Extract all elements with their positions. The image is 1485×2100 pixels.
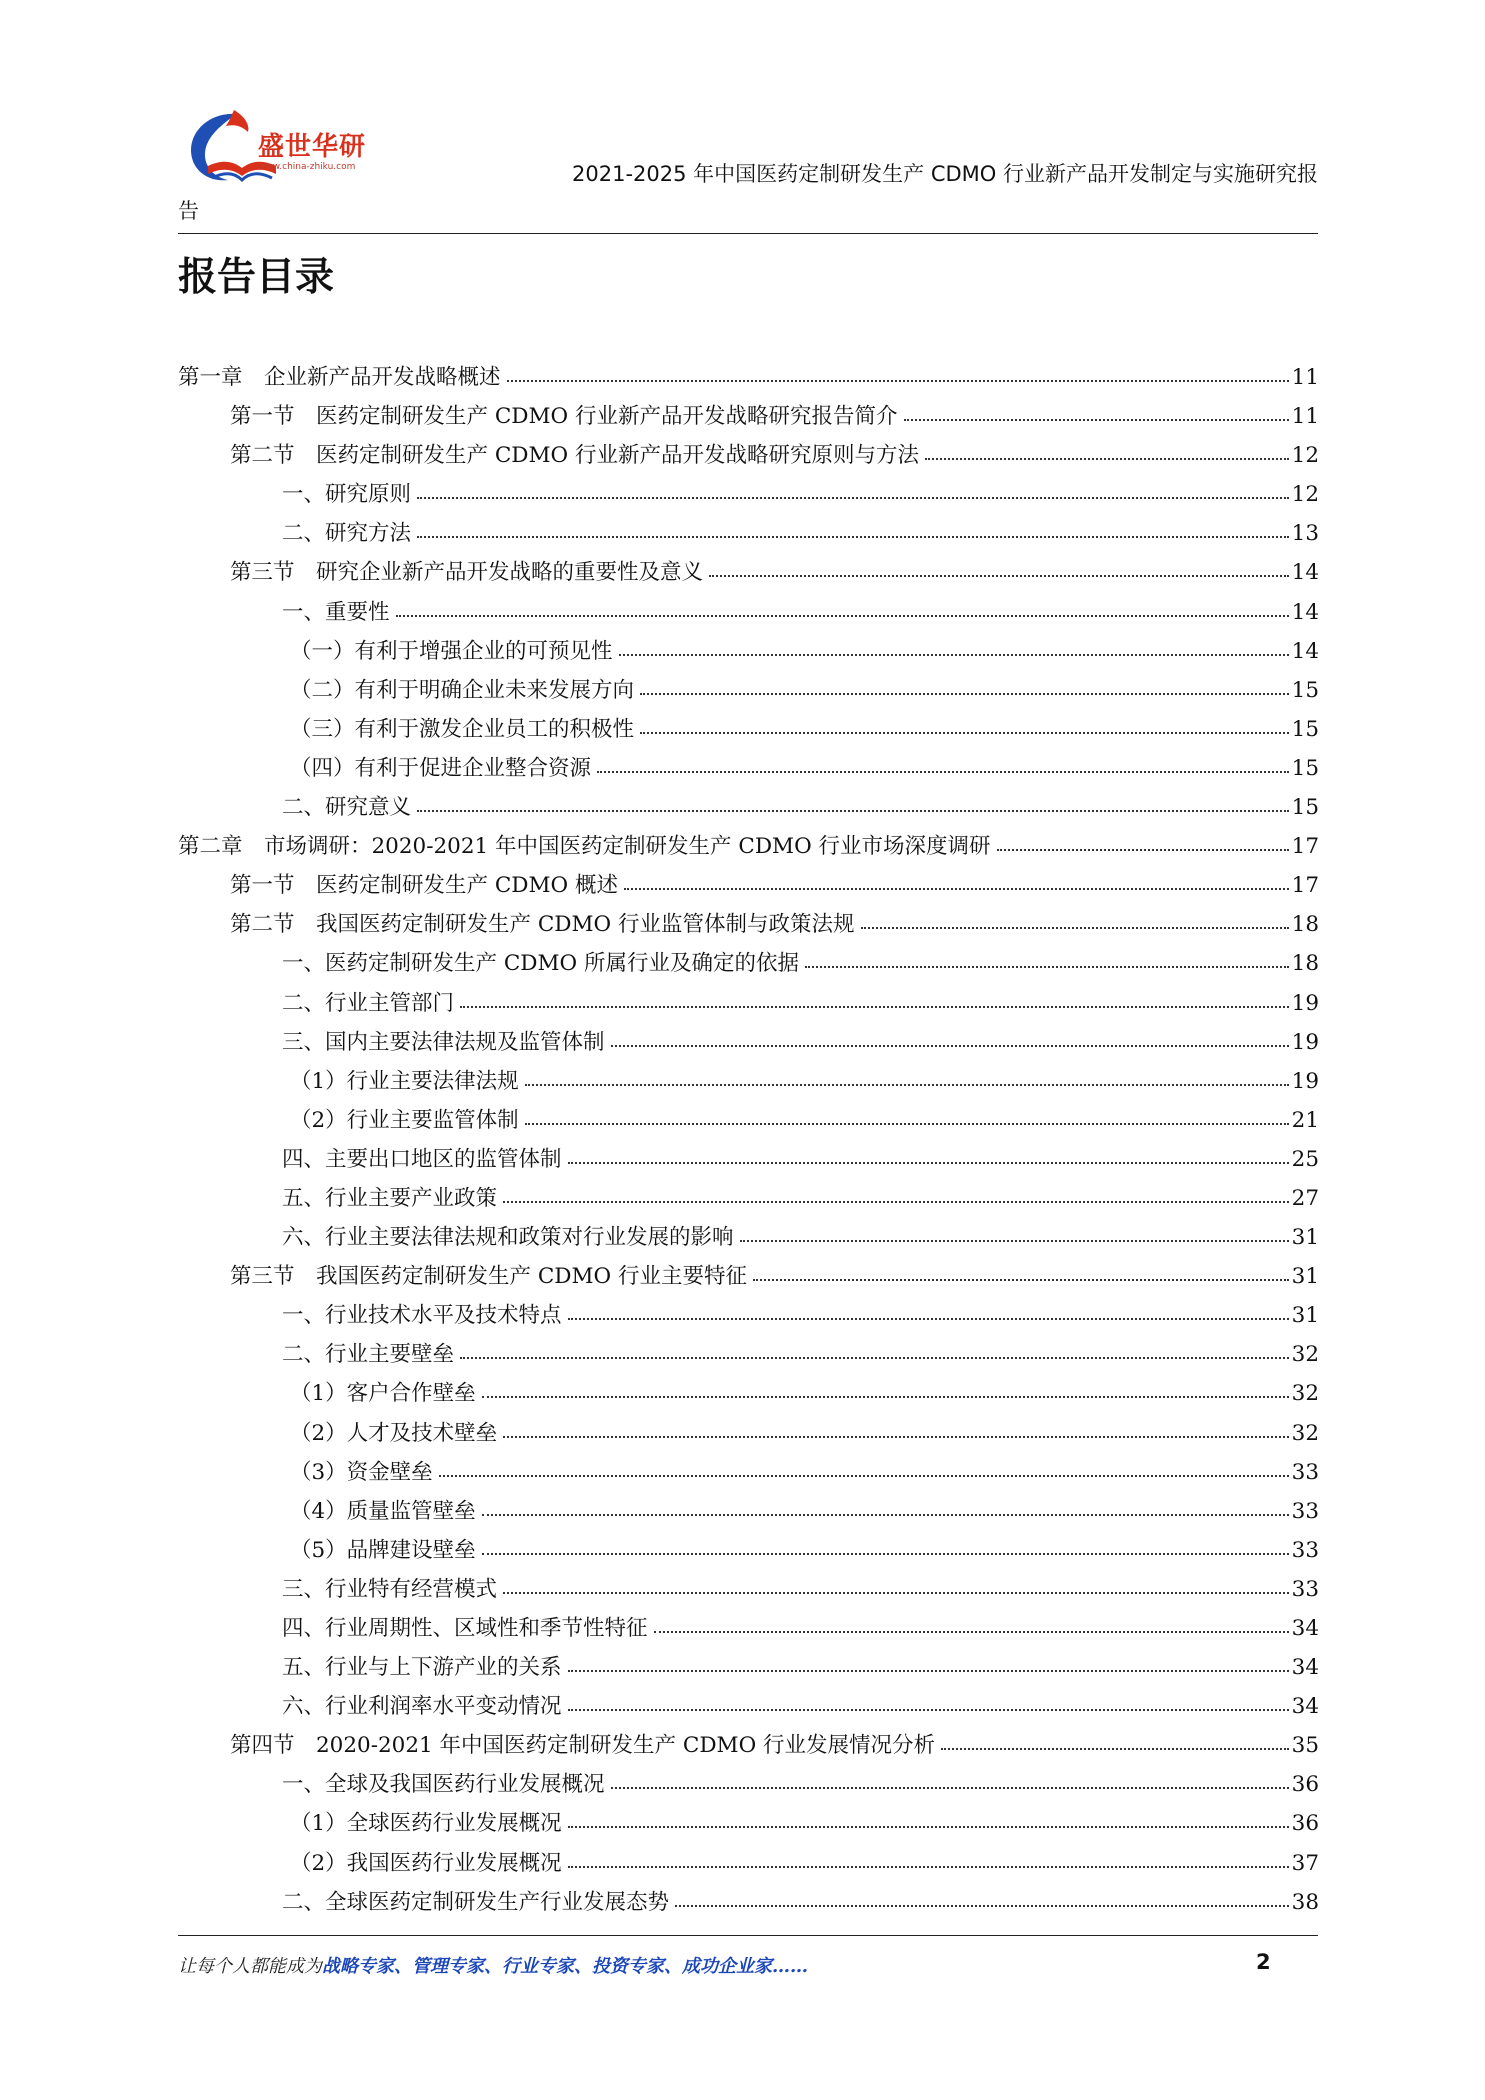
- page-number: 2: [1256, 1950, 1271, 1974]
- toc-entry-title: 五、行业与上下游产业的关系: [282, 1655, 562, 1681]
- toc-entry-page: 21: [1291, 1107, 1319, 1133]
- toc-leader-dots: [460, 1357, 1289, 1359]
- toc-entry[interactable]: [178, 1492, 1319, 1531]
- toc-entry-page: 35: [1291, 1733, 1319, 1759]
- toc-entry[interactable]: [178, 905, 1319, 944]
- toc-entry-title: 五、行业主要产业政策: [282, 1185, 498, 1211]
- toc-entry-page: 36: [1291, 1811, 1319, 1837]
- toc-entry-page: 17: [1291, 873, 1319, 899]
- toc-entry-title: 第二节 医药定制研发生产 CDMO 行业新产品开发战略研究原则与方法: [230, 443, 920, 469]
- toc-leader-dots: [805, 966, 1289, 968]
- toc-entry-page: 18: [1291, 912, 1319, 938]
- toc-leader-dots: [525, 1084, 1289, 1086]
- toc-entry[interactable]: [178, 553, 1319, 592]
- toc-entry-page: 38: [1291, 1889, 1319, 1915]
- toc-entry-page: 31: [1291, 1225, 1319, 1251]
- toc-leader-dots: [597, 771, 1289, 773]
- toc-entry-page: 15: [1291, 716, 1319, 742]
- table-of-contents: [178, 358, 1319, 1922]
- toc-leader-dots: [675, 1905, 1289, 1907]
- header-divider: [178, 233, 1318, 234]
- toc-entry-title: 二、行业主要壁垒: [282, 1342, 455, 1368]
- toc-entry[interactable]: [178, 671, 1319, 710]
- toc-leader-dots: [460, 1006, 1289, 1008]
- toc-entry-title: （4）质量监管壁垒: [290, 1498, 476, 1524]
- toc-entry-title: 六、行业主要法律法规和政策对行业发展的影响: [282, 1225, 734, 1251]
- toc-entry[interactable]: [178, 1296, 1319, 1335]
- report-title-continuation: 告: [178, 199, 199, 223]
- toc-leader-dots: [904, 419, 1289, 421]
- toc-leader-dots: [941, 1748, 1289, 1750]
- toc-entry-page: 12: [1291, 443, 1319, 469]
- toc-entry[interactable]: [178, 1335, 1319, 1374]
- logo-url: www.china-zhiku.com: [258, 162, 356, 172]
- toc-entry-title: （1）客户合作壁垒: [290, 1381, 476, 1407]
- toc-entry[interactable]: [178, 1023, 1319, 1062]
- toc-entry-page: 25: [1291, 1146, 1319, 1172]
- toc-entry-title: 二、行业主管部门: [282, 990, 455, 1016]
- toc-entry-title: （一）有利于增强企业的可预见性: [290, 638, 613, 664]
- toc-leader-dots: [740, 1240, 1289, 1242]
- toc-entry-title: 第一节 医药定制研发生产 CDMO 概述: [230, 873, 618, 899]
- logo-text: 盛世华研: [258, 132, 367, 162]
- toc-entry-page: 33: [1291, 1498, 1319, 1524]
- toc-leader-dots: [654, 1631, 1289, 1633]
- toc-entry[interactable]: [178, 1531, 1319, 1570]
- toc-leader-dots: [439, 1475, 1289, 1477]
- toc-leader-dots: [640, 732, 1289, 734]
- footer-slogan-prefix: 让每个人都能成为: [178, 1956, 322, 1977]
- report-title: 2021-2025 年中国医药定制研发生产 CDMO 行业新产品开发制定与实施研究报: [572, 162, 1318, 186]
- toc-entry-title: 三、国内主要法律法规及监管体制: [282, 1029, 605, 1055]
- toc-entry-title: 一、全球及我国医药行业发展概况: [282, 1772, 605, 1798]
- toc-leader-dots: [417, 536, 1289, 538]
- toc-entry[interactable]: [178, 1179, 1319, 1218]
- toc-leader-dots: [611, 1787, 1289, 1789]
- toc-entry[interactable]: [178, 1844, 1319, 1883]
- toc-entry[interactable]: [178, 1374, 1319, 1413]
- toc-entry-title: 一、研究原则: [282, 482, 412, 508]
- toc-leader-dots: [709, 575, 1289, 577]
- toc-entry[interactable]: [178, 1218, 1319, 1257]
- toc-leader-dots: [611, 1045, 1289, 1047]
- toc-entry-title: 第一节 医药定制研发生产 CDMO 行业新产品开发战略研究报告简介: [230, 404, 898, 430]
- toc-leader-dots: [417, 810, 1289, 812]
- toc-leader-dots: [568, 1162, 1289, 1164]
- toc-entry-title: 二、研究方法: [282, 521, 412, 547]
- toc-leader-dots: [568, 1670, 1289, 1672]
- toc-leader-dots: [568, 1318, 1289, 1320]
- toc-entry-page: 14: [1291, 599, 1319, 625]
- toc-entry-page: 17: [1291, 834, 1319, 860]
- toc-leader-dots: [507, 380, 1289, 382]
- toc-entry-page: 19: [1291, 990, 1319, 1016]
- toc-entry[interactable]: [178, 436, 1319, 475]
- toc-entry-page: 31: [1291, 1303, 1319, 1329]
- toc-entry[interactable]: [178, 593, 1319, 632]
- toc-entry-page: 34: [1291, 1655, 1319, 1681]
- toc-entry-page: 19: [1291, 1029, 1319, 1055]
- toc-entry-title: （1）行业主要法律法规: [290, 1068, 519, 1094]
- toc-entry-page: 32: [1291, 1342, 1319, 1368]
- toc-entry[interactable]: [178, 1609, 1319, 1648]
- toc-entry-page: 18: [1291, 951, 1319, 977]
- toc-entry[interactable]: [178, 1804, 1319, 1843]
- toc-entry-page: 37: [1291, 1850, 1319, 1876]
- toc-leader-dots: [925, 458, 1289, 460]
- toc-entry[interactable]: [178, 397, 1319, 436]
- toc-entry-page: 14: [1291, 560, 1319, 586]
- toc-heading: 报告目录: [178, 255, 335, 300]
- toc-entry[interactable]: [178, 358, 1319, 397]
- toc-entry-title: 第三节 研究企业新产品开发战略的重要性及意义: [230, 560, 704, 586]
- footer-divider: [178, 1935, 1318, 1936]
- toc-leader-dots: [568, 1826, 1289, 1828]
- toc-entry-title: （5）品牌建设壁垒: [290, 1537, 476, 1563]
- toc-entry[interactable]: [178, 984, 1319, 1023]
- toc-leader-dots: [753, 1279, 1289, 1281]
- toc-entry-title: 二、全球医药定制研发生产行业发展态势: [282, 1889, 670, 1915]
- toc-entry-page: 15: [1291, 755, 1319, 781]
- toc-entry[interactable]: [178, 866, 1319, 905]
- toc-entry[interactable]: [178, 1414, 1319, 1453]
- toc-entry-title: 三、行业特有经营模式: [282, 1576, 498, 1602]
- toc-entry-page: 19: [1291, 1068, 1319, 1094]
- toc-entry[interactable]: [178, 1101, 1319, 1140]
- toc-entry-title: （2）行业主要监管体制: [290, 1107, 519, 1133]
- toc-entry-page: 15: [1291, 795, 1319, 821]
- toc-leader-dots: [396, 615, 1289, 617]
- toc-entry-page: 32: [1291, 1381, 1319, 1407]
- toc-leader-dots: [568, 1709, 1289, 1711]
- toc-entry-title: 第一章 企业新产品开发战略概述: [178, 365, 501, 390]
- toc-entry-page: 33: [1291, 1537, 1319, 1563]
- toc-entry[interactable]: [178, 475, 1319, 514]
- toc-leader-dots: [640, 693, 1289, 695]
- toc-entry-page: 32: [1291, 1420, 1319, 1446]
- toc-entry[interactable]: [178, 1687, 1319, 1726]
- toc-entry-page: 33: [1291, 1576, 1319, 1602]
- toc-entry-page: 13: [1291, 521, 1319, 547]
- toc-leader-dots: [503, 1436, 1288, 1438]
- toc-leader-dots: [997, 849, 1289, 851]
- toc-entry[interactable]: [178, 514, 1319, 553]
- toc-entry[interactable]: [178, 710, 1319, 749]
- toc-entry-title: 四、行业周期性、区域性和季节性特征: [282, 1616, 648, 1641]
- toc-entry-title: （2）我国医药行业发展概况: [290, 1850, 562, 1876]
- toc-entry-title: 第二章 市场调研：2020-2021 年中国医药定制研发生产 CDMO 行业市场深度调研: [178, 834, 991, 860]
- toc-entry[interactable]: [178, 1726, 1319, 1765]
- toc-leader-dots: [482, 1553, 1289, 1555]
- toc-entry-title: （四）有利于促进企业整合资源: [290, 755, 592, 781]
- toc-entry[interactable]: [178, 1257, 1319, 1296]
- toc-entry-title: 第二节 我国医药定制研发生产 CDMO 行业监管体制与政策法规: [230, 912, 855, 938]
- page-header: [0, 0, 1485, 240]
- toc-entry[interactable]: [178, 788, 1319, 827]
- toc-entry-page: 11: [1291, 365, 1319, 390]
- toc-entry-title: （三）有利于激发企业员工的积极性: [290, 716, 635, 742]
- toc-entry-page: 14: [1291, 638, 1319, 664]
- toc-entry[interactable]: [178, 1648, 1319, 1687]
- toc-entry-title: 二、研究意义: [282, 795, 412, 821]
- toc-leader-dots: [624, 888, 1289, 890]
- toc-entry-title: （二）有利于明确企业未来发展方向: [290, 677, 635, 703]
- toc-entry-title: 第四节 2020-2021 年中国医药定制研发生产 CDMO 行业发展情况分析: [230, 1733, 936, 1759]
- toc-entry-title: 第三节 我国医药定制研发生产 CDMO 行业主要特征: [230, 1264, 747, 1290]
- toc-entry-page: 36: [1291, 1772, 1319, 1798]
- toc-leader-dots: [568, 1866, 1289, 1868]
- toc-leader-dots: [861, 927, 1289, 929]
- toc-entry-page: 12: [1291, 482, 1319, 508]
- toc-entry[interactable]: [178, 1570, 1319, 1609]
- toc-entry-title: 一、行业技术水平及技术特点: [282, 1303, 562, 1329]
- toc-entry[interactable]: [178, 944, 1319, 983]
- toc-leader-dots: [503, 1592, 1289, 1594]
- toc-entry-title: （2）人才及技术壁垒: [290, 1420, 498, 1446]
- toc-entry-title: （3）资金壁垒: [290, 1459, 433, 1485]
- toc-entry[interactable]: [178, 632, 1319, 671]
- toc-entry-title: 一、重要性: [282, 599, 390, 625]
- footer-slogan-highlight: 战略专家、管理专家、行业专家、投资专家、成功企业家……: [322, 1956, 808, 1977]
- footer-slogan: [178, 1952, 808, 1978]
- toc-entry-page: 27: [1291, 1185, 1319, 1211]
- toc-entry[interactable]: [178, 1062, 1319, 1101]
- toc-entry-title: 六、行业利润率水平变动情况: [282, 1694, 562, 1720]
- toc-leader-dots: [503, 1201, 1289, 1203]
- toc-entry-title: （1）全球医药行业发展概况: [290, 1811, 562, 1837]
- toc-leader-dots: [482, 1514, 1289, 1516]
- toc-leader-dots: [482, 1396, 1289, 1398]
- toc-entry-page: 15: [1291, 677, 1319, 703]
- toc-entry[interactable]: [178, 1883, 1319, 1922]
- toc-leader-dots: [417, 497, 1289, 499]
- toc-leader-dots: [525, 1123, 1289, 1125]
- toc-entry[interactable]: [178, 1765, 1319, 1804]
- toc-entry-page: 33: [1291, 1459, 1319, 1485]
- toc-entry-page: 31: [1291, 1264, 1319, 1290]
- toc-entry[interactable]: [178, 1140, 1319, 1179]
- toc-entry-title: 四、主要出口地区的监管体制: [282, 1146, 562, 1172]
- toc-entry[interactable]: [178, 827, 1319, 866]
- toc-entry-page: 34: [1291, 1616, 1319, 1641]
- toc-entry-page: 11: [1291, 404, 1319, 430]
- toc-entry-title: 一、医药定制研发生产 CDMO 所属行业及确定的依据: [282, 951, 799, 977]
- toc-entry-page: 34: [1291, 1694, 1319, 1720]
- toc-leader-dots: [619, 654, 1289, 656]
- toc-entry[interactable]: [178, 1453, 1319, 1492]
- toc-entry[interactable]: [178, 749, 1319, 788]
